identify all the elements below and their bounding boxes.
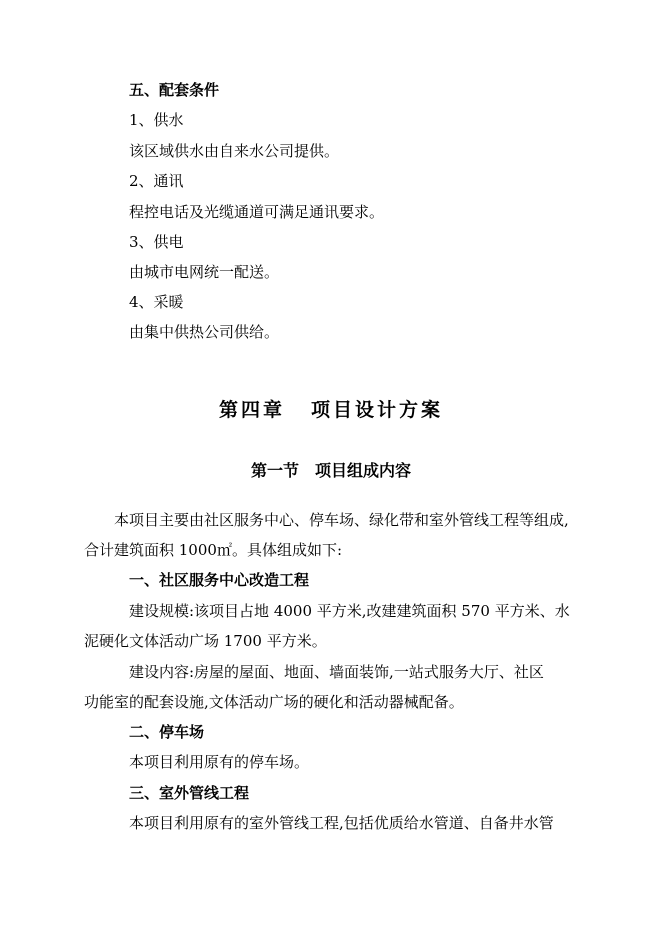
construction-content-line-1: 建设内容:房屋的屋面、地面、墙面装饰,一站式服务大厅、社区 — [129, 663, 544, 681]
construction-scale-line-1: 建设规模:该项目占地 4000 平方米,改建建筑面积 570 平方米、水 — [129, 602, 570, 620]
construction-content-line-2: 功能室的配套设施,文体活动广场的硬化和活动器械配备。 — [84, 693, 464, 711]
section-title: 项目组成内容 — [315, 461, 412, 480]
intro-line-2: 合计建筑面积 1000㎡。具体组成如下: — [84, 541, 342, 559]
power-supply-title: 3、供电 — [129, 233, 184, 251]
water-supply-text: 该区域供水由自来水公司提供。 — [129, 142, 340, 160]
construction-scale-line-2: 泥硬化文体活动广场 1700 平方米。 — [84, 632, 327, 650]
parking-text: 本项目利用原有的停车场。 — [129, 753, 310, 771]
heating-text: 由集中供热公司供给。 — [129, 323, 280, 341]
telecom-title: 2、通讯 — [129, 172, 184, 190]
chapter-heading — [0, 398, 662, 422]
telecom-text: 程控电话及光缆通道可满足通讯要求。 — [129, 203, 385, 221]
community-center-heading: 一、社区服务中心改造工程 — [129, 571, 310, 589]
section-number: 第一节 — [250, 461, 299, 480]
supporting-conditions-heading: 五、配套条件 — [129, 81, 220, 99]
parking-heading: 二、停车场 — [129, 723, 205, 741]
chapter-number: 第四章 — [218, 399, 285, 421]
pipeline-text: 本项目利用原有的室外管线工程,包括优质给水管道、自备井水管 — [129, 814, 554, 832]
section-heading — [0, 460, 662, 482]
intro-line-1: 本项目主要由社区服务中心、停车场、绿化带和室外管线工程等组成, — [114, 511, 569, 529]
pipeline-heading: 三、室外管线工程 — [129, 784, 250, 802]
power-supply-text: 由城市电网统一配送。 — [129, 263, 280, 281]
heating-title: 4、采暖 — [129, 293, 184, 311]
water-supply-title: 1、供水 — [129, 111, 184, 129]
chapter-title: 项目设计方案 — [311, 399, 444, 421]
